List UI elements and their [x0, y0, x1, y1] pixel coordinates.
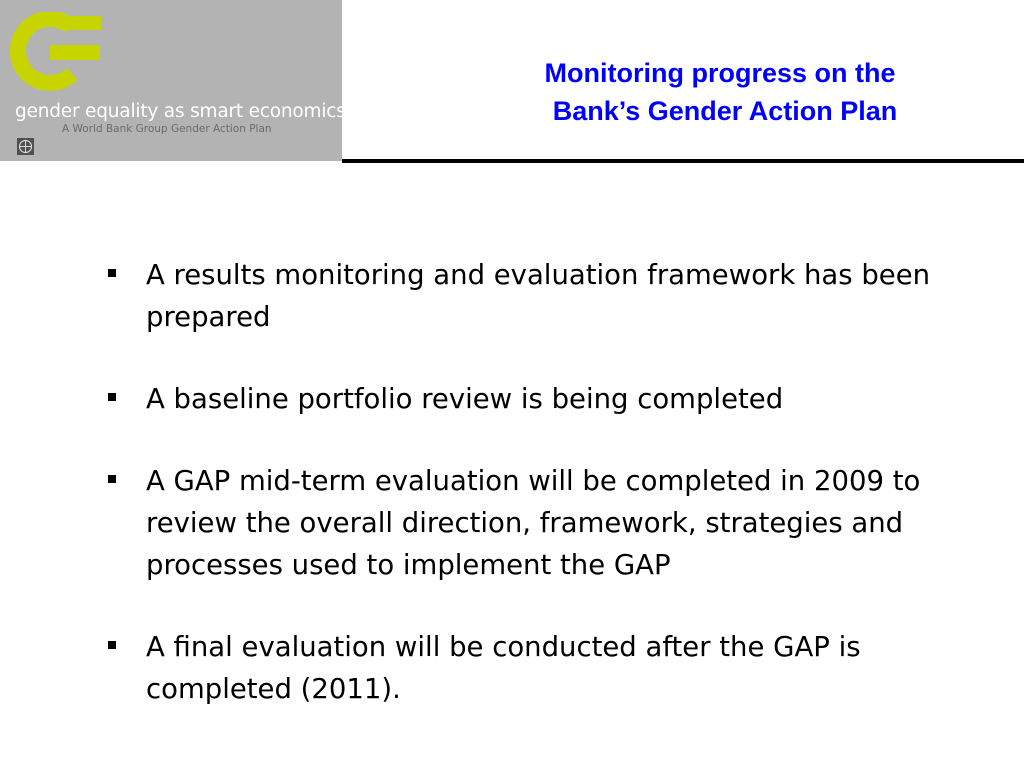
bullet-item: A final evaluation will be conducted after the GAP is completed (2011).: [100, 626, 980, 710]
logo-panel: [0, 0, 346, 161]
world-bank-seal-icon: [17, 138, 34, 155]
bullet-item: A baseline portfolio review is being completed: [100, 378, 980, 420]
header-divider: [342, 159, 1024, 163]
slide-title-line-2: Bank’s Gender Action Plan: [552, 96, 898, 126]
slide-title: [440, 54, 1000, 130]
logo-subtitle: A World Bank Group Gender Action Plan: [62, 123, 272, 135]
gender-equality-logo-icon: [10, 12, 106, 94]
bullet-list: [100, 254, 980, 750]
slide-title-line-1: Monitoring progress on the: [544, 58, 896, 88]
bullet-item: A GAP mid-term evaluation will be completed in 2009 to review the overall direction, framework, strategies and processes used to implement the GAP: [100, 460, 980, 586]
logo-title: gender equality as smart economics: [15, 101, 346, 122]
bullet-item: A results monitoring and evaluation framework has been prepared: [100, 254, 980, 338]
